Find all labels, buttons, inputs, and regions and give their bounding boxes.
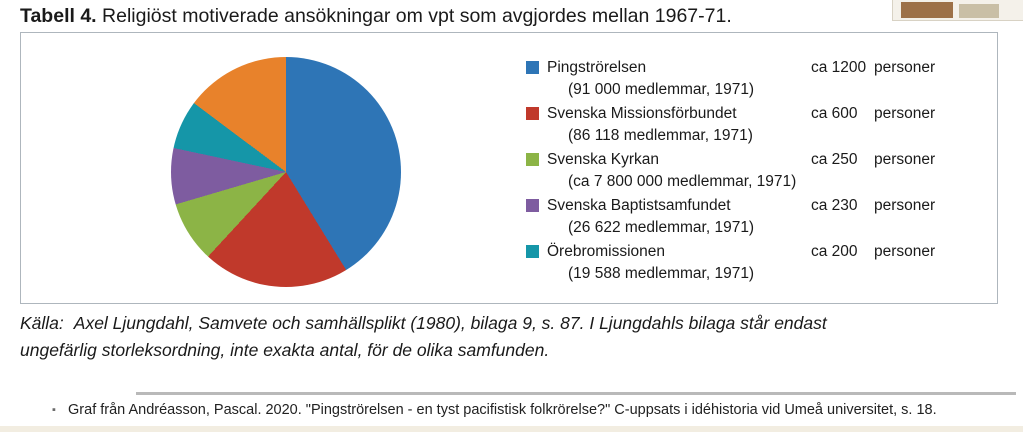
- legend-swatch-icon: [526, 245, 539, 258]
- legend-unit: personer: [874, 151, 936, 168]
- legend-item: [526, 149, 996, 192]
- legend-value: ca 1200: [811, 59, 867, 76]
- legend-item: [526, 103, 996, 146]
- bottom-edge: [0, 426, 1023, 432]
- legend-swatch-icon: [526, 199, 539, 212]
- legend-label: Svenska Baptistsamfundet: [547, 197, 731, 214]
- source-line-1: Axel Ljungdahl, Samvete och samhällsplikt (1980), bilaga 9, s. 87. I Ljungdahls bilaga står endast: [73, 313, 827, 333]
- legend-detail: (26 622 medlemmar, 1971): [568, 218, 755, 236]
- source-line-2: ungefärlig storleksordning, inte exakta antal, för de olika samfunden.: [20, 340, 550, 360]
- table-label: Tabell 4.: [20, 5, 97, 27]
- pie-slices: [171, 57, 401, 287]
- legend-label: Svenska Missionsförbundet: [547, 105, 737, 122]
- footnote-text: Graf från Andréasson, Pascal. 2020. "Pingströrelsen - en tyst pacifistisk folkrörelse?" C-uppsats i idéhistoria vid Umeå universitet, s. 18.: [68, 402, 937, 418]
- legend-item: [526, 195, 996, 238]
- legend-value: ca 250: [811, 151, 858, 168]
- chart-container: [20, 32, 998, 304]
- legend-detail: (ca 7 800 000 medlemmar, 1971): [568, 172, 797, 190]
- legend-detail: (19 588 medlemmar, 1971): [568, 264, 755, 282]
- legend-item: [526, 57, 996, 100]
- footnote: [52, 400, 937, 420]
- legend-label: Svenska Kyrkan: [547, 151, 659, 168]
- pie-chart: [171, 57, 401, 287]
- legend-value: ca 230: [811, 197, 858, 214]
- legend-item: [526, 241, 996, 284]
- bullet-icon: ▪: [52, 404, 56, 417]
- chart-legend: [526, 57, 996, 287]
- legend-label: Pingströrelsen: [547, 59, 647, 76]
- legend-unit: personer: [874, 105, 936, 122]
- title-text: Religiöst motiverade ansökningar om vpt som avgjordes mellan 1967-71.: [102, 5, 732, 27]
- legend-detail: (91 000 medlemmar, 1971): [568, 80, 755, 98]
- source-label: Källa:: [20, 313, 64, 333]
- legend-unit: personer: [874, 243, 936, 260]
- legend-value: ca 600: [811, 105, 858, 122]
- legend-swatch-icon: [526, 107, 539, 120]
- page-title: [20, 4, 1000, 28]
- legend-unit: personer: [874, 197, 936, 214]
- source-note: [20, 310, 1005, 364]
- legend-unit: personer: [874, 59, 936, 76]
- legend-value: ca 200: [811, 243, 858, 260]
- legend-detail: (86 118 medlemmar, 1971): [568, 126, 753, 144]
- footer-divider: [136, 392, 1016, 395]
- legend-swatch-icon: [526, 61, 539, 74]
- legend-swatch-icon: [526, 153, 539, 166]
- legend-label: Örebromissionen: [547, 243, 666, 260]
